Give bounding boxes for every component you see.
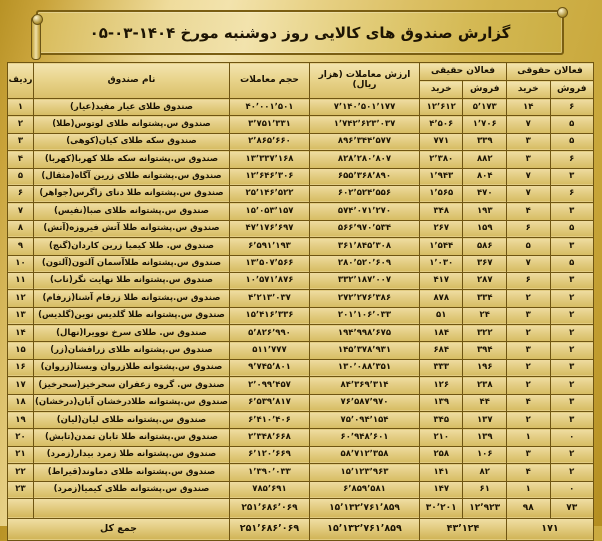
cell-legal-buy: ۲ (506, 290, 550, 307)
table-row[interactable] (7, 464, 593, 481)
cell-trade-volume: ۲٬۰۹۹٬۴۵۷ (229, 377, 309, 394)
cell-legal-buy: ۷ (506, 185, 550, 202)
cell-retail-sell: ۱۹۶ (463, 359, 507, 376)
cell-radif: ۸ (7, 220, 33, 237)
cell-retail-buy: ۳۴۸ (419, 203, 463, 220)
cell-radif: ۱۶ (7, 359, 33, 376)
table-row[interactable] (7, 203, 593, 220)
cell-retail-buy: ۲۶۷ (419, 220, 463, 237)
cell-radif: ۱۹ (7, 412, 33, 429)
cell-radif: ۶ (7, 185, 33, 202)
cell-retail-buy: ۱۳۹ (419, 394, 463, 411)
cell-fund-name: صندوق س.پشتوانه طلا تابان تمدن(تابش) (33, 429, 229, 446)
cell-legal-sell: ۶ (550, 99, 594, 116)
plaque-pin-left-icon (32, 14, 43, 25)
table-row[interactable] (7, 238, 593, 255)
cell-trade-volume: ۲۵٬۱۴۶٬۵۲۲ (229, 185, 309, 202)
header-legal-buy: خرید (506, 81, 550, 99)
cell-legal-sell: ۳ (550, 412, 594, 429)
cell-legal-sell: ۳ (550, 394, 594, 411)
header-legal-sell: فروش (550, 81, 594, 99)
cell-radif: ۲۱ (7, 446, 33, 463)
cell-trade-value: ۷٬۱۴۰٬۵۰۱٬۱۷۷ (309, 99, 419, 116)
cell-legal-sell: ۵ (550, 116, 594, 133)
cell-retail-sell: ۱۹۳ (463, 203, 507, 220)
cell-retail-sell: ۳۳۹ (463, 133, 507, 150)
cell-retail-sell: ۶۱ (463, 481, 507, 498)
cell-trade-value: ۷۶٬۵۸۷٬۹۷۰ (309, 394, 419, 411)
cell-legal-buy: ۲ (506, 412, 550, 429)
cell-legal-sell: ۲ (550, 307, 594, 324)
grand-trade-volume: ۲۵۱٬۶۸۶٬۰۶۹ (229, 518, 309, 540)
cell-retail-sell: ۴۷۰ (463, 185, 507, 202)
cell-legal-buy: ۱ (506, 429, 550, 446)
table-row[interactable] (7, 481, 593, 498)
cell-radif: ۲۳ (7, 481, 33, 498)
cell-trade-value: ۳۳۲٬۱۸۷٬۰۰۷ (309, 272, 419, 289)
cell-retail-sell: ۳۶۷ (463, 255, 507, 272)
header-volume: حجم معاملات (229, 63, 309, 99)
cell-trade-volume: ۵٬۸۲۶٬۹۹۰ (229, 325, 309, 342)
cell-legal-sell: ۵ (550, 255, 594, 272)
cell-trade-volume: ۱٬۳۹۰٬۰۳۳ (229, 464, 309, 481)
cell-retail-buy: ۲٬۳۸۰ (419, 151, 463, 168)
cell-trade-volume: ۱۲٬۶۴۶٬۳۰۶ (229, 168, 309, 185)
cell-fund-name: صندوق س.پشتوانه طلای دماوند(قیراط) (33, 464, 229, 481)
cell-legal-sell: ۶ (550, 151, 594, 168)
cell-retail-buy: ۲۱۰ (419, 429, 463, 446)
header-retail-group: فعالان حقیقی (419, 63, 506, 81)
cell-trade-value: ۲۸۰٬۵۲۰٬۶۰۹ (309, 255, 419, 272)
cell-trade-value: ۸۲۸٬۲۸۰٬۸۰۷ (309, 151, 419, 168)
cell-radif: ۵ (7, 168, 33, 185)
cell-trade-value: ۱۵٬۱۲۳٬۹۶۳ (309, 464, 419, 481)
cell-trade-volume: ۱۰٬۵۷۱٬۸۷۶ (229, 272, 309, 289)
cell-fund-name: صندوق س. گروه زعفران سحرخیز(سحرخیز) (33, 377, 229, 394)
cell-fund-name: صندوق س.پشتوانه طلا دنای زاگرس(جواهر) (33, 185, 229, 202)
cell-retail-buy: ۱۸۴ (419, 325, 463, 342)
cell-legal-buy: ۲ (506, 377, 550, 394)
cell-radif: ۷ (7, 203, 33, 220)
page-title: گزارش صندوق های کالایی روز دوشنبه مورخ ۱۴۰۴-۰۳-۰۵ (89, 23, 511, 42)
cell-legal-buy: ۴ (506, 203, 550, 220)
cell-trade-value: ۲۷۲٬۲۷۶٬۳۸۶ (309, 290, 419, 307)
cell-legal-buy: ۶ (506, 220, 550, 237)
plaque-pin-right-icon (557, 7, 568, 18)
cell-legal-sell: ۲ (550, 446, 594, 463)
cell-legal-buy: ۳ (506, 307, 550, 324)
cell-fund-name: صندوق س.پشتوانه طلای زرین آگاه(مثقال) (33, 168, 229, 185)
report-title-plaque (36, 10, 564, 55)
cell-radif: ۲۰ (7, 429, 33, 446)
cell-retail-sell: ۱٬۷۰۶ (463, 116, 507, 133)
total-legal-buy: ۹۸ (506, 498, 550, 518)
totals-row (7, 498, 593, 518)
cell-retail-buy: ۱۲۶ (419, 377, 463, 394)
cell-fund-name: صندوق سکه طلای کیان(کوهی) (33, 133, 229, 150)
cell-legal-sell: ۲ (550, 342, 594, 359)
cell-trade-value: ۳۶۱٬۸۴۵٬۳۰۸ (309, 238, 419, 255)
cell-legal-buy: ۷ (506, 255, 550, 272)
cell-trade-volume: ۶٬۵۹۱٬۱۹۳ (229, 238, 309, 255)
grand-trade-value: ۱۵٬۱۳۲٬۷۶۱٬۸۵۹ (309, 518, 419, 540)
cell-retail-buy: ۷۷۱ (419, 133, 463, 150)
cell-radif: ۲۲ (7, 464, 33, 481)
table-row[interactable] (7, 394, 593, 411)
cell-retail-sell: ۸۲ (463, 464, 507, 481)
header-row-group (7, 63, 593, 81)
cell-retail-sell: ۵٬۱۷۳ (463, 99, 507, 116)
cell-radif: ۹ (7, 238, 33, 255)
grand-total-row (7, 518, 593, 540)
cell-legal-buy: ۴ (506, 394, 550, 411)
total-blank-radif (7, 498, 33, 518)
cell-retail-sell: ۸۰۴ (463, 168, 507, 185)
cell-legal-sell: ۳ (550, 203, 594, 220)
cell-radif: ۱۴ (7, 325, 33, 342)
cell-radif: ۱۳ (7, 307, 33, 324)
cell-radif: ۱۵ (7, 342, 33, 359)
cell-trade-volume: ۱۵٬۰۵۳٬۱۵۷ (229, 203, 309, 220)
cell-radif: ۱ (7, 99, 33, 116)
cell-fund-name: صندوق س.پشتوانه سکه طلا کهربا(کهربا) (33, 151, 229, 168)
cell-fund-name: صندوق س.پشتوانه طلای کیمیا(زمرد) (33, 481, 229, 498)
cell-retail-buy: ۱٬۵۶۵ (419, 185, 463, 202)
cell-legal-buy: ۴ (506, 464, 550, 481)
table-row[interactable] (7, 220, 593, 237)
cell-retail-sell: ۱۳۹ (463, 429, 507, 446)
total-legal-sell: ۷۳ (550, 498, 594, 518)
cell-legal-sell: ۲ (550, 325, 594, 342)
cell-radif: ۱۲ (7, 290, 33, 307)
table-row[interactable] (7, 99, 593, 116)
cell-trade-volume: ۴۰٬۰۰۱٬۵۰۱ (229, 99, 309, 116)
cell-retail-buy: ۱۴۱ (419, 464, 463, 481)
table-row[interactable] (7, 272, 593, 289)
commodity-funds-table (7, 62, 594, 541)
header-legal-group: فعالان حقوقی (506, 63, 593, 81)
cell-trade-value: ۱۳۰٬۰۸۸٬۳۵۱ (309, 359, 419, 376)
cell-legal-buy: ۳ (506, 342, 550, 359)
cell-legal-buy: ۱ (506, 481, 550, 498)
cell-legal-sell: ۶ (550, 185, 594, 202)
cell-retail-sell: ۳۹۴ (463, 342, 507, 359)
cell-retail-sell: ۲۸۷ (463, 272, 507, 289)
cell-radif: ۱۷ (7, 377, 33, 394)
cell-retail-sell: ۲۴ (463, 307, 507, 324)
cell-legal-buy: ۲ (506, 325, 550, 342)
cell-trade-volume: ۷۸۵٬۶۹۱ (229, 481, 309, 498)
cell-legal-buy: ۷ (506, 116, 550, 133)
cell-legal-buy: ۱۴ (506, 99, 550, 116)
cell-retail-buy: ۸۷۸ (419, 290, 463, 307)
cell-legal-sell: ۵ (550, 220, 594, 237)
cell-retail-sell: ۳۲۲ (463, 325, 507, 342)
cell-radif: ۳ (7, 133, 33, 150)
cell-trade-volume: ۶٬۱۲۰٬۶۶۹ (229, 446, 309, 463)
cell-legal-sell: ۳ (550, 168, 594, 185)
grand-legal-total: ۱۷۱ (506, 518, 593, 540)
cell-trade-volume: ۴٬۲۱۳٬۰۳۷ (229, 290, 309, 307)
cell-retail-buy: ۲۵۸ (419, 446, 463, 463)
grand-total-label: جمع کل (7, 518, 229, 540)
cell-fund-name: صندوق س.پشتوانه طلای صبا(نفیس) (33, 203, 229, 220)
table-head (7, 63, 593, 99)
header-retail-sell: فروش (463, 81, 507, 99)
cell-retail-buy: ۱٬۹۴۳ (419, 168, 463, 185)
cell-fund-name: صندوق س.پشتوانه طلا آتش فیروزه(آتش) (33, 220, 229, 237)
cell-retail-sell: ۱۰۶ (463, 446, 507, 463)
cell-trade-value: ۶۵۵٬۳۶۸٬۸۹۰ (309, 168, 419, 185)
cell-trade-value: ۵۶۶٬۹۷۰٬۵۳۴ (309, 220, 419, 237)
table-row[interactable] (7, 412, 593, 429)
cell-trade-value: ۶۰۲٬۵۲۴٬۵۵۶ (309, 185, 419, 202)
cell-retail-sell: ۵۸۶ (463, 238, 507, 255)
cell-legal-buy: ۵ (506, 238, 550, 255)
cell-legal-buy: ۳ (506, 151, 550, 168)
table-row[interactable] (7, 116, 593, 133)
cell-trade-volume: ۹٬۷۴۵٬۸۰۱ (229, 359, 309, 376)
header-radif: ردیف (7, 63, 33, 99)
cell-trade-value: ۷۵٬۰۹۴٬۱۵۴ (309, 412, 419, 429)
cell-retail-buy: ۶۸۴ (419, 342, 463, 359)
cell-retail-buy: ۱٬۰۳۰ (419, 255, 463, 272)
total-retail-buy: ۳۰٬۲۰۱ (419, 498, 463, 518)
cell-trade-volume: ۲٬۸۶۵٬۶۶۰ (229, 133, 309, 150)
cell-legal-buy: ۶ (506, 272, 550, 289)
cell-fund-name: صندوق س. طلای سرخ نوویرا(نهال) (33, 325, 229, 342)
cell-retail-buy: ۱۴۷ (419, 481, 463, 498)
cell-trade-volume: ۱۳٬۵۰۷٬۵۶۶ (229, 255, 309, 272)
table-row[interactable] (7, 429, 593, 446)
cell-retail-sell: ۴۴ (463, 394, 507, 411)
cell-fund-name: صندوق س.پشتوانه طلاآسمان آلتون(آلتون) (33, 255, 229, 272)
cell-fund-name: صندوق س.پشتوانه طلادرخشان آبان(درخشان) (33, 394, 229, 411)
header-fund-name: نام صندوق (33, 63, 229, 99)
cell-legal-sell: ۰ (550, 429, 594, 446)
cell-retail-sell: ۱۳۷ (463, 412, 507, 429)
cell-trade-value: ۱۴۵٬۳۷۸٬۹۳۱ (309, 342, 419, 359)
cell-trade-value: ۲۰۱٬۱۰۶٬۰۳۳ (309, 307, 419, 324)
cell-trade-volume: ۶٬۴۱۰٬۴۰۶ (229, 412, 309, 429)
cell-retail-buy: ۴۱۷ (419, 272, 463, 289)
table-row[interactable] (7, 359, 593, 376)
cell-legal-sell: ۰ (550, 481, 594, 498)
cell-fund-name: صندوق س. طلا کیمیا زرین کاردان(گنج) (33, 238, 229, 255)
grand-retail-total: ۴۳٬۱۲۴ (419, 518, 506, 540)
cell-retail-sell: ۲۳۸ (463, 377, 507, 394)
table-row[interactable] (7, 307, 593, 324)
title-plaque-body (36, 10, 564, 55)
cell-legal-sell: ۳ (550, 238, 594, 255)
total-retail-sell: ۱۲٬۹۲۳ (463, 498, 507, 518)
total-trade-volume: ۲۵۱٬۶۸۶٬۰۶۹ (229, 498, 309, 518)
cell-fund-name: صندوق س.پشتوانه طلای لوتوس(طلا) (33, 116, 229, 133)
cell-fund-name: صندوق س.پشتوانه طلای زرافشان(زر) (33, 342, 229, 359)
cell-trade-volume: ۳٬۷۵۱٬۳۳۱ (229, 116, 309, 133)
cell-trade-value: ۸۹۶٬۳۴۴٬۵۷۷ (309, 133, 419, 150)
cell-legal-sell: ۲ (550, 464, 594, 481)
cell-legal-buy: ۲ (506, 359, 550, 376)
header-retail-buy: خرید (419, 81, 463, 99)
cell-legal-sell: ۳ (550, 272, 594, 289)
cell-radif: ۱۸ (7, 394, 33, 411)
total-trade-value: ۱۵٬۱۳۲٬۷۶۱٬۸۵۹ (309, 498, 419, 518)
cell-retail-buy: ۱۲٬۶۱۲ (419, 99, 463, 116)
cell-radif: ۱۰ (7, 255, 33, 272)
table-body (7, 99, 593, 541)
cell-radif: ۴ (7, 151, 33, 168)
cell-fund-name: صندوق س.پشتوانه طلای لیان(لیان) (33, 412, 229, 429)
cell-fund-name: صندوق طلای عیار مفید(عیار) (33, 99, 229, 116)
table-row[interactable] (7, 342, 593, 359)
cell-fund-name: صندوق س.پشتوانه طلا زمرد بیدار(زمرد) (33, 446, 229, 463)
cell-retail-buy: ۳۴۵ (419, 412, 463, 429)
table-row[interactable] (7, 133, 593, 150)
cell-legal-buy: ۳ (506, 133, 550, 150)
cell-legal-sell: ۲ (550, 377, 594, 394)
cell-legal-buy: ۳ (506, 446, 550, 463)
table-row[interactable] (7, 446, 593, 463)
table-row[interactable] (7, 168, 593, 185)
cell-trade-value: ۸۴٬۳۶۹٬۳۱۴ (309, 377, 419, 394)
cell-legal-buy: ۷ (506, 168, 550, 185)
cell-fund-name: صندوق س.پشتوانه طلا زرفام آشنا(زرفام) (33, 290, 229, 307)
table-row[interactable] (7, 290, 593, 307)
total-blank-name (33, 498, 229, 518)
table-row[interactable] (7, 325, 593, 342)
cell-retail-buy: ۴٬۵۰۶ (419, 116, 463, 133)
cell-retail-buy: ۵۱ (419, 307, 463, 324)
cell-trade-value: ۱۹۴٬۹۹۸٬۶۷۵ (309, 325, 419, 342)
cell-trade-value: ۵۷۴٬۰۷۱٬۲۷۰ (309, 203, 419, 220)
cell-fund-name: صندوق س.پشتوانه طلا گلدیس نوین(گلدیس) (33, 307, 229, 324)
cell-retail-sell: ۸۸۲ (463, 151, 507, 168)
cell-trade-value: ۵۸٬۷۱۲٬۳۵۸ (309, 446, 419, 463)
cell-retail-buy: ۳۳۳ (419, 359, 463, 376)
report-table-container (8, 62, 594, 541)
cell-retail-buy: ۱٬۵۴۴ (419, 238, 463, 255)
cell-trade-volume: ۶٬۵۳۹٬۸۱۷ (229, 394, 309, 411)
cell-fund-name: صندوق س.پشتوانه طلازروان وبستا(زروان) (33, 359, 229, 376)
cell-retail-sell: ۱۵۹ (463, 220, 507, 237)
cell-trade-value: ۱٬۷۴۲٬۶۲۳٬۰۳۷ (309, 116, 419, 133)
table-row[interactable] (7, 255, 593, 272)
cell-legal-sell: ۳ (550, 359, 594, 376)
cell-trade-volume: ۱۳٬۳۳۷٬۱۶۸ (229, 151, 309, 168)
cell-legal-sell: ۵ (550, 133, 594, 150)
table-row[interactable] (7, 185, 593, 202)
cell-retail-sell: ۳۳۴ (463, 290, 507, 307)
cell-trade-value: ۶٬۸۵۹٬۵۸۱ (309, 481, 419, 498)
cell-legal-sell: ۲ (550, 290, 594, 307)
table-row[interactable] (7, 151, 593, 168)
header-value: ارزش معاملات (هزار ریال) (309, 63, 419, 99)
cell-trade-volume: ۴۷٬۱۷۶٬۶۹۷ (229, 220, 309, 237)
cell-trade-volume: ۵۱۱٬۷۷۷ (229, 342, 309, 359)
cell-radif: ۱۱ (7, 272, 33, 289)
cell-trade-volume: ۱۵٬۴۱۶٬۳۳۶ (229, 307, 309, 324)
cell-trade-volume: ۲٬۳۴۸٬۶۶۸ (229, 429, 309, 446)
cell-fund-name: صندوق س.پشتوانه طلا نهایت نگر(ناب) (33, 272, 229, 289)
table-row[interactable] (7, 377, 593, 394)
cell-trade-value: ۶۰٬۹۴۸٬۶۰۱ (309, 429, 419, 446)
cell-radif: ۲ (7, 116, 33, 133)
